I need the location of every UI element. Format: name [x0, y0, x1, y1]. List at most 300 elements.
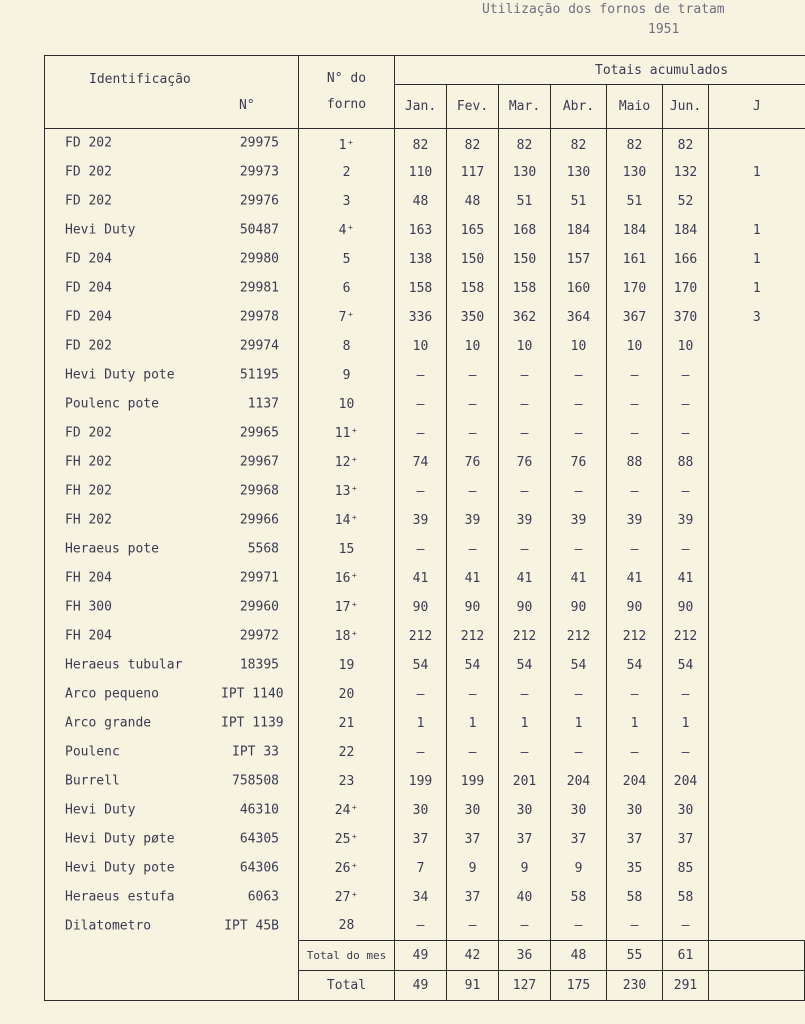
month-value [709, 129, 805, 158]
month-value: 201 [499, 767, 551, 796]
furnace-name: FD 202 [65, 338, 112, 354]
month-value [709, 912, 805, 941]
table-row [45, 390, 805, 419]
table-row [45, 796, 805, 825]
month-value: 212 [447, 622, 499, 651]
month-value: — [663, 419, 709, 448]
table-row [45, 506, 805, 535]
month-value: — [551, 361, 607, 390]
month-value: 199 [447, 767, 499, 796]
furnace-number: 2 [299, 158, 395, 187]
month-value: 40 [499, 883, 551, 912]
month-value: 41 [551, 564, 607, 593]
month-value: 90 [663, 593, 709, 622]
month-value: 39 [395, 506, 447, 535]
month-value: 132 [663, 158, 709, 187]
header-month: Jun. [663, 85, 709, 129]
month-value: 362 [499, 303, 551, 332]
table-row [45, 767, 805, 796]
furnace-number: 3 [299, 187, 395, 216]
month-value: 158 [447, 274, 499, 303]
table-row [45, 593, 805, 622]
identification-cell [45, 129, 299, 158]
month-value: 39 [663, 506, 709, 535]
header-numero-label: N° [239, 98, 255, 113]
identification-cell [45, 825, 299, 854]
furnace-serial-number: 29981 [239, 280, 279, 296]
table-row [45, 912, 805, 941]
furnace-serial-number: IPT 45B [224, 918, 279, 934]
month-value: 90 [551, 593, 607, 622]
furnace-number: 27⁺ [299, 883, 395, 912]
month-value: 184 [551, 216, 607, 245]
month-value: — [499, 361, 551, 390]
month-value: 212 [663, 622, 709, 651]
furnace-name: FH 204 [65, 628, 112, 644]
furnace-name: FD 202 [65, 164, 112, 180]
month-value: 212 [607, 622, 663, 651]
total-cumulative-row-label: Total [299, 971, 395, 1001]
month-value: — [663, 912, 709, 941]
month-value [709, 564, 805, 593]
furnace-name: FD 202 [65, 193, 112, 209]
month-value: 9 [447, 854, 499, 883]
furnace-number: 7⁺ [299, 303, 395, 332]
month-value: 37 [447, 825, 499, 854]
month-value: 37 [395, 825, 447, 854]
month-value: — [607, 390, 663, 419]
month-value: 82 [395, 129, 447, 158]
furnace-name: Arco pequeno [65, 686, 159, 702]
month-value: 39 [499, 506, 551, 535]
month-value: 52 [663, 187, 709, 216]
month-value: 82 [551, 129, 607, 158]
month-value: — [551, 680, 607, 709]
furnace-serial-number: 64306 [239, 860, 279, 876]
month-value: 88 [663, 448, 709, 477]
month-value [709, 361, 805, 390]
month-value: 39 [447, 506, 499, 535]
furnace-serial-number: 46310 [239, 802, 279, 818]
month-value: 1 [709, 245, 805, 274]
furnace-serial-number: 1137 [247, 396, 279, 412]
month-value: 82 [447, 129, 499, 158]
identification-cell [45, 738, 299, 767]
header-identificacao-label: Identificação [89, 72, 191, 87]
identification-cell [45, 390, 299, 419]
month-value: — [395, 535, 447, 564]
furnace-name: Heraeus pote [65, 541, 159, 557]
total-cumulative-row-value: 291 [663, 971, 709, 1001]
month-value: — [395, 912, 447, 941]
month-value: 74 [395, 448, 447, 477]
furnace-number: 24⁺ [299, 796, 395, 825]
identification-cell [45, 912, 299, 941]
header-month: Mar. [499, 85, 551, 129]
table-row [45, 564, 805, 593]
total-cumulative-row-value: 175 [551, 971, 607, 1001]
month-value [709, 767, 805, 796]
month-value: — [447, 912, 499, 941]
identification-cell [45, 651, 299, 680]
identification-cell [45, 883, 299, 912]
month-value [709, 651, 805, 680]
furnace-name: FH 202 [65, 483, 112, 499]
month-value: 1 [663, 709, 709, 738]
furnace-number: 16⁺ [299, 564, 395, 593]
blank-cell [45, 971, 299, 1001]
table-row [45, 680, 805, 709]
furnace-serial-number: 5568 [247, 541, 279, 557]
table-row [45, 361, 805, 390]
furnace-number: 10 [299, 390, 395, 419]
month-value: 37 [607, 825, 663, 854]
identification-cell [45, 564, 299, 593]
month-value: 1 [709, 274, 805, 303]
furnace-name: FH 202 [65, 454, 112, 470]
month-value: — [607, 477, 663, 506]
month-value: — [607, 912, 663, 941]
table-row [45, 854, 805, 883]
month-value: 51 [607, 187, 663, 216]
identification-cell [45, 245, 299, 274]
month-value: 58 [663, 883, 709, 912]
month-value: 157 [551, 245, 607, 274]
month-value: — [663, 680, 709, 709]
month-value: 130 [551, 158, 607, 187]
month-value: 82 [607, 129, 663, 158]
month-value: 90 [395, 593, 447, 622]
month-value: — [447, 361, 499, 390]
furnace-name: FH 300 [65, 599, 112, 615]
furnace-name: Hevi Duty pøte [65, 831, 175, 847]
month-value: 350 [447, 303, 499, 332]
identification-cell [45, 448, 299, 477]
month-value: 170 [607, 274, 663, 303]
month-value: 88 [607, 448, 663, 477]
total-month-row-value: 42 [447, 941, 499, 971]
furnace-number: 23 [299, 767, 395, 796]
month-value: — [499, 535, 551, 564]
month-value: 160 [551, 274, 607, 303]
month-value: 204 [607, 767, 663, 796]
month-value: 37 [663, 825, 709, 854]
month-value: 85 [663, 854, 709, 883]
furnace-name: FD 202 [65, 425, 112, 441]
month-value: — [663, 361, 709, 390]
month-value: — [447, 680, 499, 709]
furnace-name: Poulenc pote [65, 396, 159, 412]
month-value: — [499, 912, 551, 941]
month-value: 204 [663, 767, 709, 796]
month-value: 30 [607, 796, 663, 825]
month-value: 212 [499, 622, 551, 651]
furnace-number: 15 [299, 535, 395, 564]
identification-cell [45, 709, 299, 738]
furnace-serial-number: 29972 [239, 628, 279, 644]
furnace-serial-number: 29971 [239, 570, 279, 586]
header-month: Jan. [395, 85, 447, 129]
month-value: 7 [395, 854, 447, 883]
furnace-name: Burrell [65, 773, 120, 789]
total-month-row [45, 941, 805, 971]
month-value: — [447, 738, 499, 767]
month-value: — [663, 535, 709, 564]
identification-cell [45, 506, 299, 535]
furnace-name: Hevi Duty pote [65, 367, 175, 383]
furnace-name: FD 202 [65, 135, 112, 151]
month-value: — [551, 419, 607, 448]
table-row [45, 303, 805, 332]
month-value: — [663, 477, 709, 506]
month-value: — [395, 738, 447, 767]
table-row [45, 332, 805, 361]
month-value: — [395, 477, 447, 506]
furnace-serial-number: 29965 [239, 425, 279, 441]
identification-cell [45, 332, 299, 361]
month-value: — [551, 738, 607, 767]
header-forno: N° do forno [299, 56, 395, 129]
furnace-number: 1⁺ [299, 129, 395, 158]
month-value: 10 [663, 332, 709, 361]
month-value [709, 883, 805, 912]
month-value: 90 [447, 593, 499, 622]
total-cumulative-row-value: 127 [499, 971, 551, 1001]
month-value: — [551, 477, 607, 506]
furnace-serial-number: 51195 [239, 367, 279, 383]
month-value: — [499, 680, 551, 709]
month-value: — [447, 419, 499, 448]
furnace-serial-number: IPT 1140 [221, 686, 284, 702]
furnace-number: 9 [299, 361, 395, 390]
month-value: 54 [447, 651, 499, 680]
month-value: 1 [499, 709, 551, 738]
table-row [45, 883, 805, 912]
month-value: 1 [709, 216, 805, 245]
month-value: 130 [607, 158, 663, 187]
furnace-name: Poulenc [65, 744, 120, 760]
month-value: 41 [663, 564, 709, 593]
month-value: 54 [607, 651, 663, 680]
month-value: 30 [499, 796, 551, 825]
header-month: Abr. [551, 85, 607, 129]
table-row [45, 245, 805, 274]
furnace-usage-table [44, 55, 805, 1001]
identification-cell [45, 361, 299, 390]
identification-cell [45, 477, 299, 506]
furnace-number: 11⁺ [299, 419, 395, 448]
furnace-serial-number: 29960 [239, 599, 279, 615]
furnace-name: FH 204 [65, 570, 112, 586]
furnace-number: 25⁺ [299, 825, 395, 854]
month-value: 1 [709, 158, 805, 187]
furnace-serial-number: 18395 [239, 657, 279, 673]
furnace-name: FD 204 [65, 251, 112, 267]
month-value: 212 [395, 622, 447, 651]
month-value: 41 [499, 564, 551, 593]
furnace-number: 21 [299, 709, 395, 738]
furnace-serial-number: 29975 [239, 135, 279, 151]
month-value: 10 [395, 332, 447, 361]
furnace-name: Hevi Duty [65, 802, 136, 818]
furnace-number: 18⁺ [299, 622, 395, 651]
identification-cell [45, 767, 299, 796]
table-row [45, 622, 805, 651]
month-value: 39 [551, 506, 607, 535]
month-value [709, 680, 805, 709]
identification-cell [45, 158, 299, 187]
month-value [709, 622, 805, 651]
month-value: 30 [447, 796, 499, 825]
month-value: 82 [663, 129, 709, 158]
furnace-serial-number: 64305 [239, 831, 279, 847]
furnace-serial-number: IPT 1139 [221, 715, 284, 731]
month-value: 336 [395, 303, 447, 332]
month-value: — [663, 390, 709, 419]
month-value [709, 825, 805, 854]
month-value [709, 709, 805, 738]
identification-cell [45, 187, 299, 216]
furnace-number: 28 [299, 912, 395, 941]
furnace-number: 20 [299, 680, 395, 709]
month-value: 37 [447, 883, 499, 912]
identification-cell [45, 216, 299, 245]
identification-cell [45, 535, 299, 564]
month-value: 34 [395, 883, 447, 912]
furnace-serial-number: 29967 [239, 454, 279, 470]
month-value [709, 332, 805, 361]
total-month-row-value: 49 [395, 941, 447, 971]
furnace-name: Hevi Duty [65, 222, 136, 238]
month-value: 10 [551, 332, 607, 361]
month-value [709, 854, 805, 883]
month-value: 1 [607, 709, 663, 738]
month-value: 161 [607, 245, 663, 274]
month-value: — [607, 419, 663, 448]
header-identificacao [45, 56, 299, 129]
furnace-serial-number: IPT 33 [232, 744, 279, 760]
month-value: 184 [663, 216, 709, 245]
furnace-name: Dilatometro [65, 918, 152, 934]
month-value: — [499, 738, 551, 767]
furnace-name: FD 204 [65, 280, 112, 296]
table-row [45, 216, 805, 245]
furnace-number: 4⁺ [299, 216, 395, 245]
month-value: — [499, 419, 551, 448]
identification-cell [45, 622, 299, 651]
month-value: 90 [607, 593, 663, 622]
month-value: 204 [551, 767, 607, 796]
table-row [45, 129, 805, 158]
month-value: 1 [551, 709, 607, 738]
month-value: 158 [395, 274, 447, 303]
month-value: 168 [499, 216, 551, 245]
identification-cell [45, 593, 299, 622]
month-value: 58 [607, 883, 663, 912]
table-row [45, 651, 805, 680]
month-value [709, 506, 805, 535]
month-value: 184 [607, 216, 663, 245]
month-value [709, 448, 805, 477]
month-value: 41 [395, 564, 447, 593]
month-value: 35 [607, 854, 663, 883]
furnace-serial-number: 29968 [239, 483, 279, 499]
month-value: 48 [447, 187, 499, 216]
month-value: — [499, 477, 551, 506]
month-value: 364 [551, 303, 607, 332]
month-value: 165 [447, 216, 499, 245]
month-value: 30 [395, 796, 447, 825]
month-value: 37 [499, 825, 551, 854]
month-value [709, 187, 805, 216]
identification-cell [45, 274, 299, 303]
total-month-row-value: 48 [551, 941, 607, 971]
month-value: 150 [499, 245, 551, 274]
month-value: — [447, 477, 499, 506]
furnace-serial-number: 29976 [239, 193, 279, 209]
document-title: Utilização dos fornos de tratam [482, 2, 725, 17]
header-month: Fev. [447, 85, 499, 129]
month-value: — [395, 419, 447, 448]
month-value: 76 [551, 448, 607, 477]
month-value: — [395, 361, 447, 390]
total-month-row-value: 36 [499, 941, 551, 971]
total-month-row-value: 61 [663, 941, 709, 971]
furnace-serial-number: 6063 [247, 889, 279, 905]
month-value [709, 593, 805, 622]
month-value: 150 [447, 245, 499, 274]
month-value: 199 [395, 767, 447, 796]
month-value: 39 [607, 506, 663, 535]
furnace-serial-number: 29966 [239, 512, 279, 528]
month-value: 9 [499, 854, 551, 883]
month-value: 54 [551, 651, 607, 680]
blank-cell [45, 941, 299, 971]
month-value: — [395, 680, 447, 709]
month-value: 76 [499, 448, 551, 477]
furnace-name: Heraeus estufa [65, 889, 175, 905]
document-year: 1951 [648, 22, 680, 37]
identification-cell [45, 796, 299, 825]
month-value: — [607, 738, 663, 767]
month-value: 10 [447, 332, 499, 361]
month-value: 367 [607, 303, 663, 332]
total-cumulative-row-value: 49 [395, 971, 447, 1001]
month-value: 170 [663, 274, 709, 303]
month-value: 370 [663, 303, 709, 332]
total-month-row-label: Total do mes [299, 941, 395, 971]
furnace-number: 12⁺ [299, 448, 395, 477]
month-value: — [607, 535, 663, 564]
month-value [709, 477, 805, 506]
table-row [45, 477, 805, 506]
month-value: 41 [607, 564, 663, 593]
furnace-number: 13⁺ [299, 477, 395, 506]
total-cumulative-row-value: 230 [607, 971, 663, 1001]
total-cumulative-row-value [709, 971, 805, 1001]
month-value: 48 [395, 187, 447, 216]
month-value: 41 [447, 564, 499, 593]
month-value: — [395, 390, 447, 419]
month-value: 51 [551, 187, 607, 216]
total-cumulative-row-value: 91 [447, 971, 499, 1001]
month-value: 54 [663, 651, 709, 680]
month-value: 130 [499, 158, 551, 187]
furnace-serial-number: 50487 [239, 222, 279, 238]
month-value [709, 738, 805, 767]
table-row [45, 535, 805, 564]
furnace-number: 22 [299, 738, 395, 767]
